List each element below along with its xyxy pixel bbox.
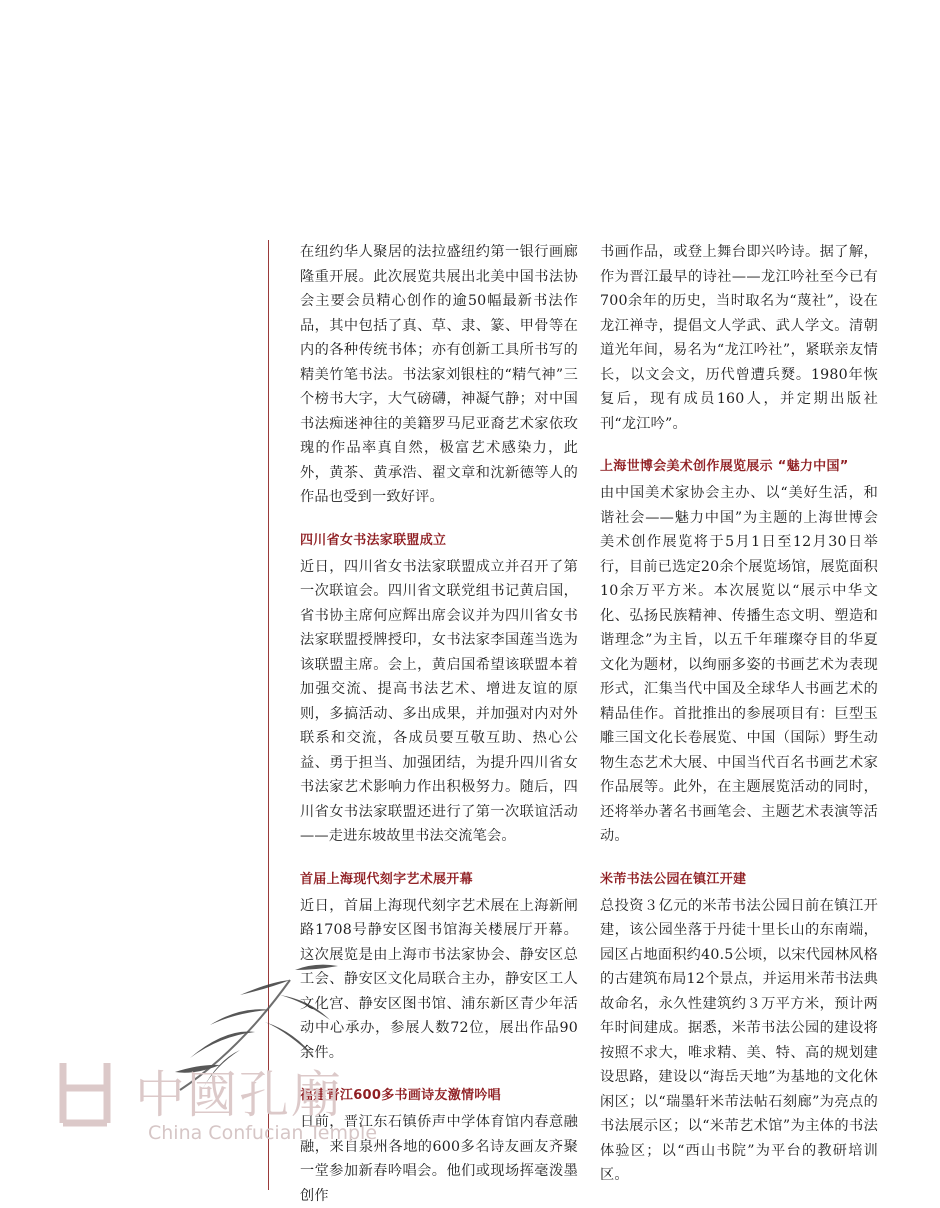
article-heading-sichuan: 四川省女书法家联盟成立 [300,532,447,548]
confucian-temple-watermark [40,940,420,1160]
article-body-shanghai-carving: 近日，首届上海现代刻字艺术展在上海新闸路1708号静安区图书馆海关楼展厅开幕。这次展览是由上海市书法家协会、静安区总工会、静安区文化局联合主办，静安区工人文化宫、静安区图书馆、浦东新区青少年活动中心承办，参展人数72位，展出作品90余件。 [300,897,578,1061]
jinjiang-continuation: 书画作品，或登上舞台即兴吟诗。据了解，作为晋江最早的诗社——龙江吟社至今已有700余年的历史，当时取名为“蔑社”，设在龙江禅寺，提倡文人学武、武人学文。清朝道光年间，易名为“龙江吟社”，紧联亲友情长，以文会文，历代曾遭兵燹。1980年恢复后，现有成员160人，并定期出版社刊“龙江吟”。 [600,244,878,432]
intro-paragraph: 在纽约华人聚居的法拉盛纽约第一银行画廊隆重开展。此次展览共展出北美中国书法协会主要会员精心创作的逾50幅最新书法作品，其中包括了真、草、隶、篆、甲骨等在内的各种传统书体；亦有创新工具所书写的精美竹笔书法。书法家刘银柱的“精气神”三个榜书大字，大气磅礴，神凝气静；对中国书法痴迷神往的美籍罗马尼亚裔艺术家依玫瑰的作品率真自然，极富艺术感染力，此外，黄茶、黄承浩、翟文章和沈新德等人的作品也受到一致好评。 [300,244,578,505]
article-body-sichuan: 近日，四川省女书法家联盟成立并召开了第一次联谊会。四川省文联党组书记黄启国，省书协主席何应辉出席会议并为四川省女书法家联盟授牌授印，女书法家李国莲当选为该联盟主席。会上，黄启国希望该联盟本着加强交流、提高书法艺术、增进友谊的原则，多搞活动、多出成果，并加强对内对外联系和交流，各成员要互敬互助、热心公益、勇于担当、加强团结，为提升四川省女书法家艺术影响力作出积极努力。随后，四川省女书法家联盟还进行了第一次联谊活动——走进东坡故里书法交流笔会。 [300,558,578,844]
watermark-chinese-text: 中國孔廟 [135,1066,343,1124]
article-heading-mifu-park: 米芾书法公园在镇江开建 [600,871,747,887]
article-heading-jinjiang: 福建晋江600多书画诗友激情吟唱 [300,1088,501,1103]
article-body-expo: 由中国美术家协会主办、以“美好生活，和谐社会——魅力中国”为主题的上海世博会美术创作展览将于5月1日至12月30日举行，目前已选定20余个展览场馆，展览面积10余万平方米。本次展览以“展示中华文化、弘扬民族精神、传播生态文明、塑造和谐理念”为主旨，以五千年璀璨夺目的华夏文化为题材，以绚丽多姿的书画艺术为表现形式，汇集当代中国及全球华人书画艺术的精品佳作。首批推出的参展项目有：巨型玉雕三国文化长卷展览、中国（国际）野生动物生态艺术大展、中国当代百名书画艺术家作品展等。此外，在主题展览活动的同时，还将举办著名书画笔会、主题艺术表演等活动。 [600,485,878,844]
watermark-english-text: China Confucian Temple [148,1122,378,1144]
article-heading-expo: 上海世博会美术创作展览展示 “魅力中国” [600,459,849,474]
article-body-mifu-park: 总投资３亿元的米芾书法公园日前在镇江开建，该公园坐落于丹徒十里长山的东南端，园区占地面积约40.5公顷，以宋代园林风格的古建筑布局12个景点，并运用米芾书法典故命名，永久性建筑约３万平方米，预计两年时间建成。据悉，米芾书法公园的建设将按照不求大，唯求精、美、特、高的规划建设思路，建设以“海岳天地”为基地的文化休闲区；以“瑞墨轩米芾法帖石刻廊”为亮点的书法展示区；以“米芾艺术馆”为主体的书法体验区；以“西山书院”为平台的教研培训区。 [600,897,878,1183]
temple-gate-icon [55,1058,115,1128]
article-heading-shanghai-carving: 首届上海现代刻字艺术展开幕 [300,871,473,887]
article-body-jinjiang: 日前，晋江东石镇侨声中学体育馆内春意融融，来自泉州各地的600多名诗友画友齐聚一堂参加新春吟唱会。他们或现场挥毫泼墨创作 [300,1114,578,1204]
right-column [600,240,878,1188]
